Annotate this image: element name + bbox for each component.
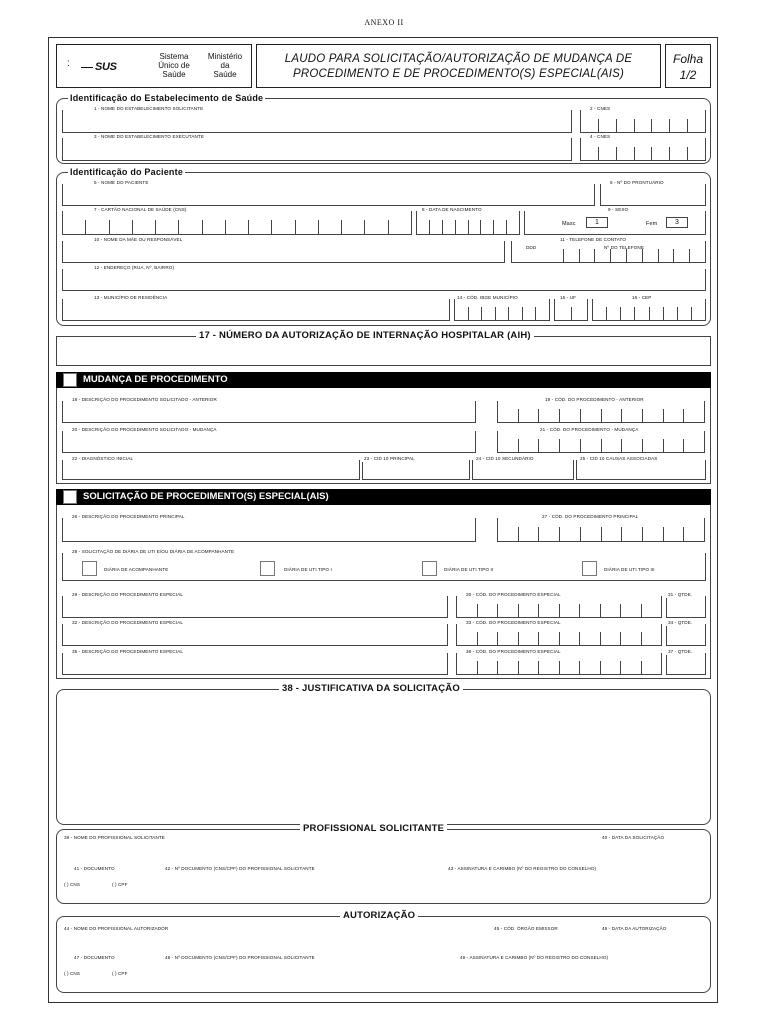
mudanca-header-bar bbox=[56, 372, 711, 388]
proc-especial-2-field[interactable] bbox=[62, 624, 448, 646]
cod-principal-field[interactable] bbox=[497, 518, 705, 542]
field-6-label: 6 - Nº DO PRONTUÁRIO bbox=[610, 180, 664, 185]
field-32-label: 32 - DESCRIÇÃO DO PROCEDIMENTO ESPECIAL bbox=[72, 620, 184, 625]
qtde-3-field[interactable] bbox=[666, 653, 706, 675]
cod-mudanca-field[interactable] bbox=[497, 431, 705, 453]
endereco-field[interactable] bbox=[62, 269, 706, 291]
mudanca-title: MUDANÇA DE PROCEDIMENTO bbox=[83, 374, 228, 385]
logo-underline-icon bbox=[81, 67, 93, 68]
sus-logo-text: SUS bbox=[95, 61, 117, 73]
field-18-label: 18 - DESCRIÇÃO DO PROCEDIMENTO SOLICITADO - ANTERIOR bbox=[72, 397, 217, 402]
sistema-unico-text: Sistema Único de Saúde bbox=[158, 52, 190, 79]
cid-causas-field[interactable] bbox=[576, 460, 706, 480]
field-26-label: 26 - DESCRIÇÃO DO PROCEDIMENTO PRINCIPAL bbox=[72, 514, 185, 519]
field-23-label: 23 - CID 10 PRINCIPAL bbox=[364, 456, 415, 461]
field-15-label: 15 - UF bbox=[560, 295, 577, 300]
cod-anterior-field[interactable] bbox=[497, 401, 705, 423]
field-42-label: 42 - Nº DOCUMENTO (CNS/CPF) DO PROFISSIONAL SOLICITANTE bbox=[165, 866, 315, 871]
cod-especial-2-field[interactable] bbox=[456, 624, 662, 646]
masc-checkbox[interactable]: 1 bbox=[586, 217, 608, 228]
field-46-label: 46 - DATA DA AUTORIZAÇÃO bbox=[602, 926, 667, 931]
cod-especial-1-field[interactable] bbox=[456, 596, 662, 618]
proc-principal-field[interactable] bbox=[62, 518, 476, 542]
field-1-label: 1 - NOME DO ESTABELECIMENTO SOLICITANTE bbox=[94, 106, 204, 111]
field-48-label: 48 - Nº DOCUMENTO (CNS/CPF) DO PROFISSIONAL SOLICITANTE bbox=[165, 955, 315, 960]
assinatura-solicitante-field[interactable] bbox=[448, 874, 706, 896]
field-47-label: 47 - DOCUMENTO bbox=[74, 955, 115, 960]
annex-label: ANEXO II bbox=[364, 18, 404, 27]
paciente-section-title: Identificação do Paciente bbox=[70, 167, 184, 177]
field-16-label: 16 - CEP bbox=[632, 295, 652, 300]
data-nascimento-field[interactable] bbox=[416, 211, 520, 235]
field-20-label: 20 - DESCRIÇÃO DO PROCEDIMENTO SOLICITADO - MUDANÇA bbox=[72, 427, 217, 432]
field-7-label: 7 - CARTÃO NACIONAL DE SAÚDE (CNS) bbox=[94, 207, 187, 212]
field-45-label: 45 - CÓD. ÓRGÃO EMISSOR bbox=[494, 926, 558, 931]
nome-paciente-field[interactable] bbox=[62, 184, 595, 206]
proc-especial-1-field[interactable] bbox=[62, 596, 448, 618]
proc-mudanca-field[interactable] bbox=[62, 431, 476, 453]
fem-checkbox[interactable]: 3 bbox=[666, 217, 688, 228]
field-29-label: 29 - DESCRIÇÃO DO PROCEDIMENTO ESPECIAL bbox=[72, 592, 184, 597]
diaria-acompanhante-label: DIÁRIA DE ACOMPANHANTE bbox=[104, 567, 169, 572]
qtde-2-field[interactable] bbox=[666, 624, 706, 646]
cod-especial-3-field[interactable] bbox=[456, 653, 662, 675]
especial-checkbox[interactable] bbox=[63, 490, 77, 504]
justificativa-title: 38 - JUSTIFICATIVA DA SOLICITAÇÃO bbox=[279, 683, 463, 694]
form-title-box bbox=[256, 44, 661, 88]
nome-autorizador-field[interactable] bbox=[62, 933, 482, 947]
cnes-1-field[interactable] bbox=[580, 110, 706, 133]
field-14-label: 14 - CÓD. IBGE MUNICÍPIO bbox=[457, 295, 518, 300]
diaria-uti1-label: DIÁRIA DE UTI TIPO I bbox=[284, 567, 332, 572]
cns-paciente-field[interactable] bbox=[62, 211, 412, 235]
logo-dots-icon: : bbox=[67, 58, 70, 69]
diaria-uti3-checkbox[interactable] bbox=[582, 561, 597, 576]
cep-field[interactable] bbox=[592, 299, 706, 321]
solicitante-title: PROFISSIONAL SOLICITANTE bbox=[300, 823, 447, 834]
ddd-label: DDD bbox=[526, 245, 537, 250]
estab-executante-field[interactable] bbox=[62, 138, 572, 161]
aih-title: 17 - NÚMERO DA AUTORIZAÇÃO DE INTERNAÇÃO HOSPITALAR (AIH) bbox=[196, 330, 534, 341]
field-43-label: 43 - ASSINATURA E CARIMBO (Nº DO REGISTRO DO CONSELHO) bbox=[448, 866, 597, 871]
field-9-label: 9 - SEXO bbox=[608, 207, 629, 212]
cid-secundario-field[interactable] bbox=[472, 460, 574, 480]
autorizacao-title: AUTORIZAÇÃO bbox=[340, 910, 418, 921]
field-11-label: 11 - TELEFONE DE CONTATO bbox=[560, 237, 627, 242]
masc-label: Masc bbox=[562, 221, 576, 227]
field-34-label: 34 - QTDE. bbox=[668, 620, 693, 625]
ibge-field[interactable] bbox=[454, 299, 550, 321]
diaria-uti2-checkbox[interactable] bbox=[422, 561, 437, 576]
qtde-1-field[interactable] bbox=[666, 596, 706, 618]
doc-autorizador-field[interactable] bbox=[165, 963, 415, 985]
doc-solicitante-field[interactable] bbox=[165, 874, 415, 896]
especial-title: SOLICITAÇÃO DE PROCEDIMENTO(S) ESPECIAL(AIS) bbox=[83, 491, 329, 502]
prontuario-field[interactable] bbox=[600, 184, 706, 206]
orgao-emissor-field[interactable] bbox=[494, 933, 594, 947]
municipio-field[interactable] bbox=[62, 299, 450, 321]
assinatura-autorizador-field[interactable] bbox=[460, 963, 706, 985]
field-44-label: 44 - NOME DO PROFISSIONAL AUTORIZADOR bbox=[64, 926, 169, 931]
ntelefone-label: Nº DO TELEFONE bbox=[604, 245, 645, 250]
form-title-line1: LAUDO PARA SOLICITAÇÃO/AUTORIZAÇÃO DE MUDANÇA DE bbox=[284, 53, 633, 65]
diagnostico-field[interactable] bbox=[62, 460, 360, 480]
proc-anterior-field[interactable] bbox=[62, 401, 476, 423]
field-37-label: 37 - QTDE. bbox=[668, 649, 693, 654]
data-autorizacao-field[interactable] bbox=[602, 933, 706, 947]
field-41-label: 41 - DOCUMENTO bbox=[74, 866, 115, 871]
field-22-label: 22 - DIAGNÓSTICO INICIAL bbox=[72, 456, 134, 461]
cpf-option-1[interactable]: ( ) CPF bbox=[112, 882, 128, 887]
field-10-label: 10 - NOME DA MÃE OU RESPONSÁVEL bbox=[94, 237, 183, 242]
estab-solicitante-field[interactable] bbox=[62, 110, 572, 133]
diaria-uti2-label: DIÁRIA DE UTI TIPO II bbox=[444, 567, 494, 572]
cpf-option-2[interactable]: ( ) CPF bbox=[112, 971, 128, 976]
field-5-label: 5 - NOME DO PACIENTE bbox=[94, 180, 149, 185]
form-title-line2: PROCEDIMENTO E DE PROCEDIMENTO(S) ESPECIAL(AIS) bbox=[292, 68, 625, 80]
folha-value: 1/2 bbox=[679, 68, 697, 82]
field-27-label: 27 - CÓD. DO PROCEDIMENTO PRINCIPAL bbox=[542, 514, 639, 519]
ministerio-text: Ministério da Saúde bbox=[207, 52, 243, 79]
field-39-label: 39 - NOME DO PROFISSIONAL SOLICITANTE bbox=[64, 835, 165, 840]
nome-mae-field[interactable] bbox=[62, 241, 505, 263]
field-2-label: 2 - CNES bbox=[590, 106, 611, 111]
cns-option-2[interactable]: ( ) CNS bbox=[64, 971, 81, 976]
especial-header-bar bbox=[56, 489, 711, 505]
data-solicitacao-field[interactable] bbox=[602, 842, 706, 856]
justificativa-textarea[interactable] bbox=[56, 689, 711, 825]
field-8-label: 8 - DATA DE NASCIMENTO bbox=[422, 207, 482, 212]
uf-field[interactable] bbox=[554, 299, 588, 321]
field-35-label: 35 - DESCRIÇÃO DO PROCEDIMENTO ESPECIAL bbox=[72, 649, 184, 654]
cns-option-1[interactable]: ( ) CNS bbox=[64, 882, 81, 887]
diaria-uti3-label: DIÁRIA DE UTI TIPO III bbox=[604, 567, 655, 572]
mudanca-checkbox[interactable] bbox=[63, 373, 77, 387]
field-24-label: 24 - CID 10 SECUNDÁRIO bbox=[476, 456, 534, 461]
field-49-label: 49 - ASSINATURA E CARIMBO (Nº DO REGISTRO DO CONSELHO) bbox=[460, 955, 609, 960]
folha-label: Folha bbox=[672, 52, 704, 66]
field-36-label: 36 - CÓD. DO PROCEDIMENTO ESPECIAL bbox=[466, 649, 561, 654]
field-3-label: 3 - NOME DO ESTABELECIMENTO EXECUTANTE bbox=[94, 134, 204, 139]
sus-logo-box bbox=[56, 44, 252, 88]
field-30-label: 30 - CÓD. DO PROCEDIMENTO ESPECIAL bbox=[466, 592, 561, 597]
field-28-label: 28 - SOLICITAÇÃO DE DIÁRIA DE UTI E/OU DIÁRIA DE ACOMPANHANTE bbox=[72, 549, 235, 554]
cid-principal-field[interactable] bbox=[362, 460, 470, 480]
fem-label: Fem bbox=[646, 221, 658, 227]
field-40-label: 40 - DATA DA SOLICITAÇÃO bbox=[602, 835, 665, 840]
diaria-uti1-checkbox[interactable] bbox=[260, 561, 275, 576]
nome-solicitante-field[interactable] bbox=[62, 842, 592, 856]
field-12-label: 12 - ENDEREÇO (RUA, Nº, BAIRRO) bbox=[94, 265, 175, 270]
diaria-acompanhante-checkbox[interactable] bbox=[82, 561, 97, 576]
field-19-label: 19 - CÓD. DO PROCEDIMENTO - ANTERIOR bbox=[545, 397, 644, 402]
field-25-label: 25 - CID 10 CAUSAS ASSOCIADAS bbox=[580, 456, 658, 461]
field-4-label: 4 - CNES bbox=[590, 134, 611, 139]
field-21-label: 21 - CÓD. DO PROCEDIMENTO - MUDANÇA bbox=[540, 427, 639, 432]
field-33-label: 33 - CÓD. DO PROCEDIMENTO ESPECIAL bbox=[466, 620, 561, 625]
cnes-2-field[interactable] bbox=[580, 138, 706, 161]
estab-section-title: Identificação do Estabelecimento de Saúde bbox=[70, 93, 264, 103]
proc-especial-3-field[interactable] bbox=[62, 653, 448, 675]
field-31-label: 31 - QTDE. bbox=[668, 592, 693, 597]
folha-box bbox=[665, 44, 711, 88]
field-13-label: 13 - MUNICÍPIO DE RESIDÊNCIA bbox=[94, 295, 168, 300]
